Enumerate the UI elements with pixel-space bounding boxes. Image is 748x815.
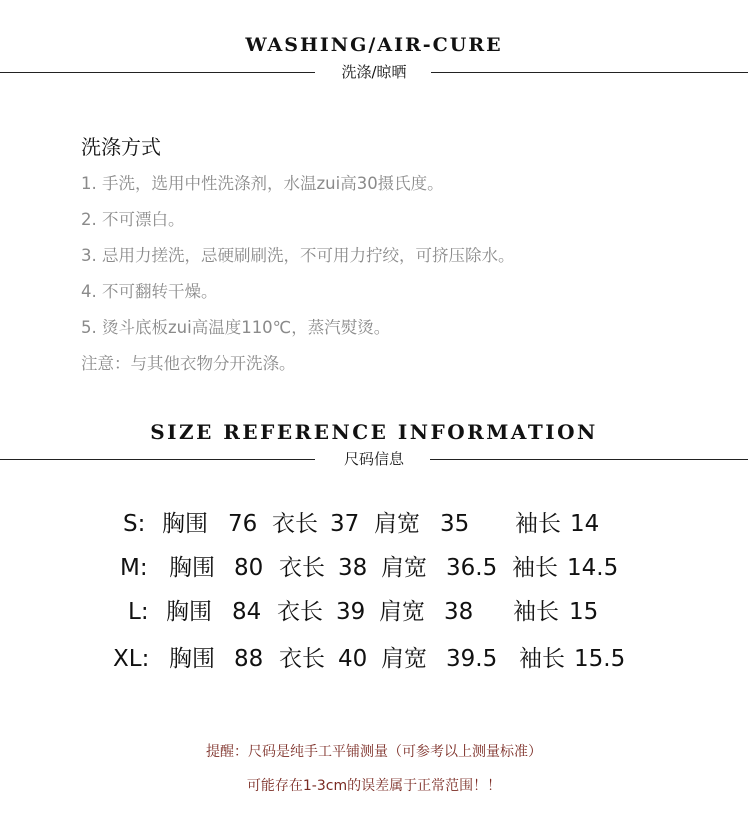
size-title-cn: 尺码信息 <box>343 450 404 468</box>
size-label: M: <box>120 555 148 581</box>
length-label: 衣长 <box>279 646 325 672</box>
washing-title-en: WASHING/AIR-CURE <box>245 34 503 56</box>
washing-instructions <box>81 134 721 382</box>
chest-value: 80 <box>234 555 264 581</box>
size-label: XL: <box>113 646 150 672</box>
chest-label: 胸围 <box>162 511 208 537</box>
size-label: S: <box>123 511 146 537</box>
size-row-xl <box>0 639 748 679</box>
length-label: 衣长 <box>277 599 323 625</box>
sleeve-value: 15 <box>569 599 599 625</box>
tolerance-note: 可能存在1-3cm的误差属于正常范围！！ <box>246 778 502 794</box>
washing-heading: 洗涤方式 <box>81 135 161 159</box>
washing-note: 注意：与其他衣物分开洗涤。 <box>81 354 296 373</box>
sleeve-value: 14.5 <box>567 555 619 581</box>
chest-label: 胸围 <box>169 555 215 581</box>
size-label: L: <box>128 599 149 625</box>
size-rule-right <box>430 459 748 460</box>
size-row-l <box>0 592 748 632</box>
shoulder-label: 肩宽 <box>374 511 420 537</box>
shoulder-label: 肩宽 <box>379 599 425 625</box>
sleeve-label: 袖长 <box>512 555 558 581</box>
chest-value: 76 <box>228 511 258 537</box>
washing-title-cn: 洗涤/晾晒 <box>341 63 407 81</box>
washing-item: 3. 忌用力搓洗，忌硬刷刷洗，不可用力拧绞，可挤压除水。 <box>81 246 515 265</box>
length-value: 40 <box>338 646 368 672</box>
shoulder-value: 39.5 <box>446 646 498 672</box>
shoulder-label: 肩宽 <box>381 555 427 581</box>
measurement-note: 提醒：尺码是纯手工平铺测量（可参考以上测量标准） <box>206 744 542 760</box>
washing-item: 4. 不可翻转干燥。 <box>81 282 218 301</box>
size-rule-row <box>0 449 748 469</box>
size-row-s <box>0 504 748 544</box>
sleeve-label: 袖长 <box>515 511 561 537</box>
sleeve-label: 袖长 <box>513 599 559 625</box>
length-value: 38 <box>338 555 368 581</box>
size-row-m <box>0 548 748 588</box>
washing-item: 5. 烫斗底板zui高温度110℃，蒸汽熨烫。 <box>81 318 391 337</box>
sleeve-value: 14 <box>570 511 600 537</box>
size-title-en: SIZE REFERENCE INFORMATION <box>150 420 598 444</box>
shoulder-value: 36.5 <box>446 555 498 581</box>
washing-rule-right <box>431 72 748 73</box>
length-label: 衣长 <box>272 511 318 537</box>
length-label: 衣长 <box>279 555 325 581</box>
chest-value: 84 <box>232 599 262 625</box>
length-value: 37 <box>330 511 360 537</box>
chest-label: 胸围 <box>169 646 215 672</box>
shoulder-value: 35 <box>440 511 470 537</box>
chest-value: 88 <box>234 646 264 672</box>
sleeve-label: 袖长 <box>519 646 565 672</box>
chest-label: 胸围 <box>166 599 212 625</box>
shoulder-label: 肩宽 <box>381 646 427 672</box>
washing-item: 1. 手洗，选用中性洗涤剂，水温zui高30摄氏度。 <box>81 174 444 193</box>
length-value: 39 <box>336 599 366 625</box>
washing-rule-row <box>0 62 748 82</box>
sleeve-value: 15.5 <box>574 646 626 672</box>
washing-item: 2. 不可漂白。 <box>81 210 185 229</box>
shoulder-value: 38 <box>444 599 474 625</box>
